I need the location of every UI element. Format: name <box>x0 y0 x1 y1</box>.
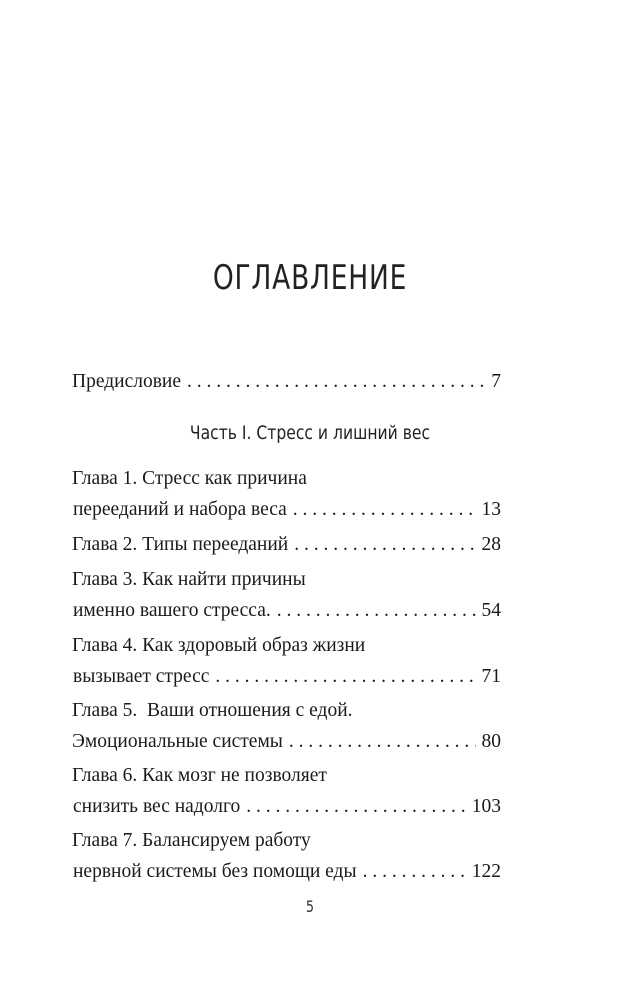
toc-page-number: 7 <box>491 371 501 392</box>
toc-entry-label-continued: перееданий и набора веса <box>73 499 287 520</box>
toc-entry-chapter-1 <box>72 463 501 525</box>
toc-line <box>72 760 501 791</box>
dot-leader <box>215 661 475 692</box>
toc-line <box>72 463 501 494</box>
toc-line <box>72 494 501 525</box>
toc-line <box>72 564 501 595</box>
toc-entry-chapter-7 <box>72 825 501 887</box>
toc-page-number: 71 <box>481 666 501 687</box>
toc-entry-chapter-3 <box>72 564 501 626</box>
toc-entry-chapter-4 <box>72 630 501 692</box>
toc-entry-label: Глава 3. Как найти причины <box>72 569 306 590</box>
toc-entry-label-continued: снизить вес надолго <box>73 796 241 817</box>
toc-line <box>72 366 501 397</box>
toc-line <box>72 595 501 626</box>
toc-entry-label-continued: именно вашего стресса. <box>73 600 271 621</box>
part-title: Часть I. Стресс и лишний вес <box>189 422 431 444</box>
dot-leader <box>293 494 476 525</box>
toc-line <box>72 695 501 726</box>
toc-entry-label: Глава 6. Как мозг не позволяет <box>72 765 327 786</box>
toc-line <box>72 630 501 661</box>
toc-page-number: 28 <box>481 534 501 555</box>
dot-leader <box>289 726 476 757</box>
toc-page-number: 54 <box>481 600 501 621</box>
toc-line <box>72 856 501 887</box>
toc-page-number: 122 <box>471 861 501 882</box>
toc-line <box>72 825 501 856</box>
toc-entry-label-continued: нервной системы без помощи еды <box>73 861 357 882</box>
dot-leader <box>187 366 485 397</box>
dot-leader <box>294 529 475 560</box>
toc-line <box>72 791 501 822</box>
dot-leader <box>363 856 466 887</box>
toc-entry-chapter-5 <box>72 695 501 757</box>
page-title: ОГЛАВЛЕНИЕ <box>212 258 408 298</box>
toc-entry-preface <box>72 366 501 397</box>
toc-page-number: 103 <box>471 796 501 817</box>
toc-entry-label: Глава 2. Типы перееданий <box>72 534 289 555</box>
toc-entry-chapter-6 <box>72 760 501 822</box>
toc-entry-label: Предисловие <box>72 371 182 392</box>
dot-leader <box>246 791 466 822</box>
toc-entry-label: Глава 7. Балансируем работу <box>72 830 311 851</box>
toc-entry-label-continued: вызывает стресс <box>73 666 210 687</box>
toc-line <box>72 529 501 560</box>
toc-entry-label: Глава 4. Как здоровый образ жизни <box>72 635 366 656</box>
toc-entry-label-continued: Эмоциональные системы <box>72 731 283 752</box>
toc-page-number: 13 <box>481 499 501 520</box>
page-number-footer: 5 <box>305 897 315 916</box>
toc-entry-label: Глава 5. Ваши отношения с едой. <box>72 700 353 721</box>
toc-page-number: 80 <box>481 731 501 752</box>
toc-entry-chapter-2 <box>72 529 501 560</box>
dot-leader <box>277 595 476 626</box>
toc-line <box>72 726 501 757</box>
toc-entry-label: Глава 1. Стресс как причина <box>72 468 307 489</box>
toc-line <box>72 661 501 692</box>
